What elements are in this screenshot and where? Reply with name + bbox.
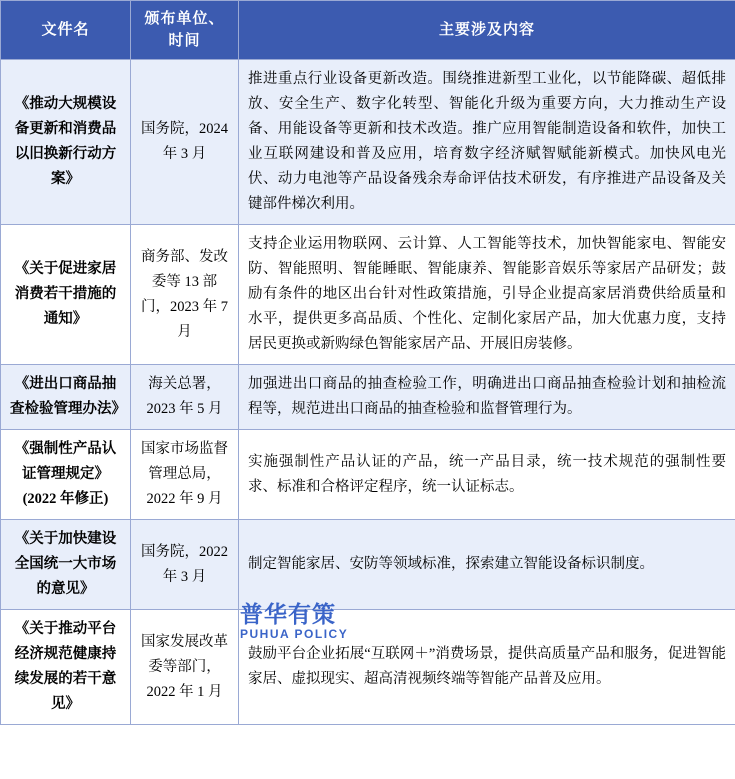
column-header-file-name: 文件名 bbox=[1, 1, 131, 60]
table-body bbox=[1, 60, 735, 725]
column-header-issuer-time-line1: 颁布单位、 bbox=[144, 11, 225, 27]
column-header-issuer-time bbox=[131, 1, 239, 60]
cell-main-content: 制定智能家居、安防等领域标准，探索建立智能设备标识制度。 bbox=[239, 520, 735, 610]
cell-main-content: 推进重点行业设备更新改造。围绕推进新型工业化，以节能降碳、超低排放、安全生产、数字化转型、智能化升级为重要方向，大力推动生产设备、用能设备等更新和技术改造。推广应用智能制造设备和软件，加快工业互联网建设和普及应用，培育数字经济赋智赋能新模式。加快风电光伏、动力电池等产品设备残余寿命评估技术研发，有序推进产品设备及关键部件梯次利用。 bbox=[239, 60, 735, 225]
cell-issuer-time: 国务院，2024 年 3 月 bbox=[131, 60, 239, 225]
column-header-issuer-time-line2: 时间 bbox=[168, 33, 201, 49]
table-row bbox=[1, 365, 735, 430]
table-row bbox=[1, 520, 735, 610]
cell-file-name: 《推动大规模设备更新和消费品以旧换新行动方案》 bbox=[1, 60, 131, 225]
cell-file-name: 《进出口商品抽查检验管理办法》 bbox=[1, 365, 131, 430]
cell-issuer-time: 国务院，2022 年 3 月 bbox=[131, 520, 239, 610]
cell-file-name: 《关于推动平台经济规范健康持续发展的若干意见》 bbox=[1, 610, 131, 725]
table-header bbox=[1, 1, 735, 60]
cell-file-name: 《关于促进家居消费若干措施的通知》 bbox=[1, 225, 131, 365]
table-row bbox=[1, 610, 735, 725]
cell-main-content: 支持企业运用物联网、云计算、人工智能等技术，加快智能家电、智能安防、智能照明、智能睡眠、智能康养、智能影音娱乐等家居产品研发；鼓励有条件的地区出台针对性政策措施，引导企业提高家居消费供给质量和水平，提供更多高品质、个性化、定制化家居产品，加大优惠力度，支持居民更换或新购绿色智能家居产品、开展旧房装修。 bbox=[239, 225, 735, 365]
cell-issuer-time: 海关总署，2023 年 5 月 bbox=[131, 365, 239, 430]
table-row bbox=[1, 430, 735, 520]
cell-file-name: 《关于加快建设全国统一大市场的意见》 bbox=[1, 520, 131, 610]
watermark-sub-text: PUHUA POLICY bbox=[240, 627, 349, 641]
watermark-main-text: 普华有策 bbox=[240, 601, 336, 627]
table-row bbox=[1, 60, 735, 225]
cell-issuer-time: 国家发展改革委等部门，2022 年 1 月 bbox=[131, 610, 239, 725]
cell-issuer-time: 国家市场监督管理总局，2022 年 9 月 bbox=[131, 430, 239, 520]
cell-main-content: 加强进出口商品的抽查检验工作，明确进出口商品抽查检验计划和抽检流程等，规范进出口商品的抽查检验和监督管理行为。 bbox=[239, 365, 735, 430]
cell-main-content: 鼓励平台企业拓展“互联网＋”消费场景，提供高质量产品和服务，促进智能家居、虚拟现实、超高清视频终端等智能产品普及应用。 bbox=[239, 610, 735, 725]
cell-issuer-time: 商务部、发改委等 13 部门，2023 年 7 月 bbox=[131, 225, 239, 365]
cell-main-content: 实施强制性产品认证的产品，统一产品目录，统一技术规范的强制性要求、标准和合格评定程序，统一认证标志。 bbox=[239, 430, 735, 520]
table-header-row bbox=[1, 1, 735, 60]
table-row bbox=[1, 225, 735, 365]
cell-file-name: 《强制性产品认证管理规定》(2022 年修正) bbox=[1, 430, 131, 520]
column-header-main-content: 主要涉及内容 bbox=[239, 1, 735, 60]
